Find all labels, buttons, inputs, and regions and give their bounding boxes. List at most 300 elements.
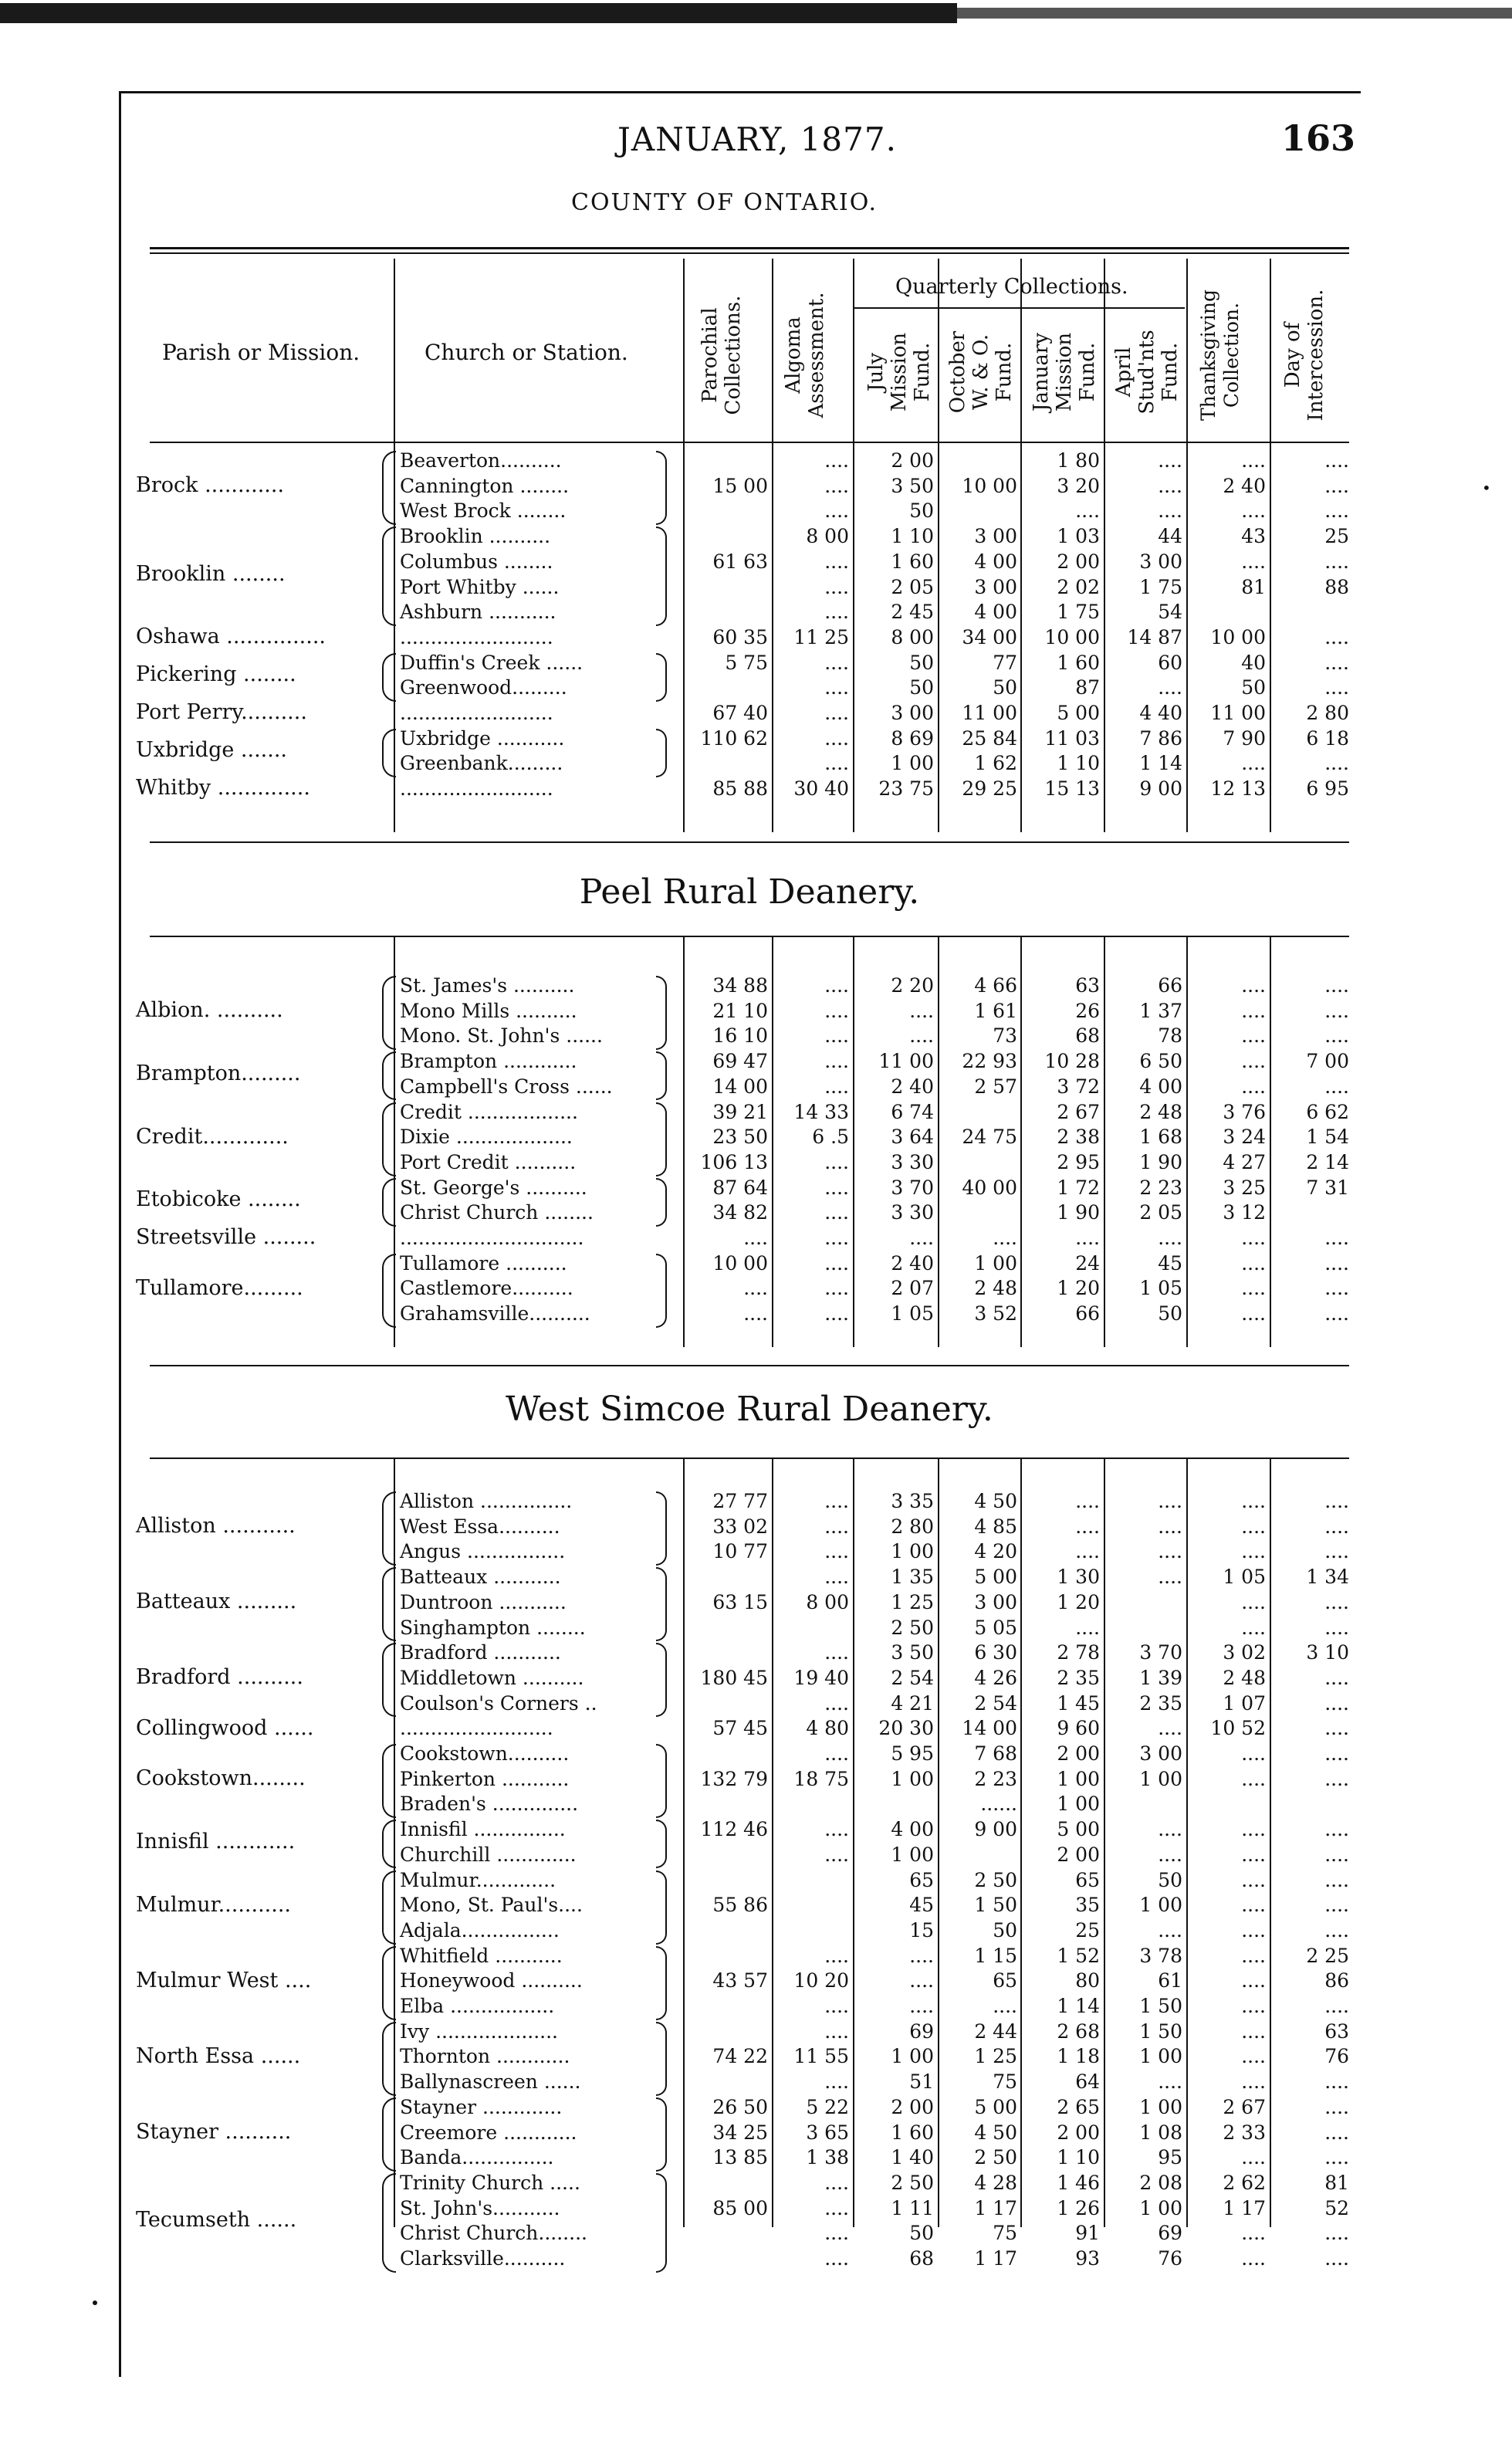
cell-value: 88	[1324, 575, 1349, 598]
church-name: Whitfield ...........	[400, 1944, 563, 1967]
left-brace	[382, 1744, 396, 1818]
cell-value: ....	[824, 1050, 849, 1073]
cell-value: 10 00	[962, 474, 1017, 497]
cell-value: 15 00	[712, 474, 768, 497]
section-bottom-rule	[150, 1365, 1349, 1366]
january-column-header: January Mission Fund.	[1030, 332, 1099, 412]
cell-value: 4 66	[974, 974, 1017, 997]
cell-value: 6 95	[1306, 777, 1349, 801]
church-name: .........................	[400, 777, 553, 801]
parish-name: Brampton.........	[136, 1061, 301, 1085]
cell-value: ....	[1324, 1691, 1349, 1715]
church-name: Grahamsville..........	[400, 1302, 590, 1325]
cell-value: 81	[1324, 2171, 1349, 2194]
cell-value: 1 00	[891, 1767, 934, 1790]
cell-value: 19 40	[793, 1666, 849, 1689]
cell-value: 68	[909, 2247, 934, 2270]
church-name: .........................	[400, 625, 553, 648]
cell-value: 3 30	[891, 1150, 934, 1173]
cell-value: 14 00	[962, 1717, 1017, 1740]
cell-value: ....	[824, 1150, 849, 1173]
cell-value: ....	[1241, 449, 1266, 472]
cell-value: 9 60	[1057, 1717, 1100, 1740]
cell-value: ....	[1324, 1818, 1349, 1841]
cell-value: 11 00	[878, 1050, 934, 1073]
cell-value: 2 68	[1057, 2019, 1100, 2043]
cell-value: 34 82	[712, 1201, 768, 1224]
cell-value: 10 28	[1044, 1050, 1100, 1073]
cell-value: 11 03	[1044, 726, 1100, 750]
cell-value: 6 62	[1306, 1100, 1349, 1123]
cell-value: ....	[1158, 499, 1182, 523]
church-name: Banda...............	[400, 2146, 554, 2169]
cell-value: 50	[1158, 1302, 1182, 1325]
cell-value: 81	[1241, 575, 1266, 598]
cell-value: 1 00	[1139, 2045, 1182, 2068]
cell-value: ....	[824, 1302, 849, 1325]
cell-value: 1 00	[891, 1843, 934, 1866]
cell-value: 1 52	[1057, 1944, 1100, 1967]
left-brace	[382, 1491, 396, 1566]
church-name: ..............................	[400, 1227, 584, 1249]
cell-value: 15 13	[1044, 777, 1100, 801]
church-name: Angus ................	[400, 1540, 566, 1563]
cell-value: 1 05	[1139, 1277, 1182, 1300]
church-name: Adjala................	[400, 1918, 560, 1942]
church-name: Christ Church ........	[400, 1201, 594, 1224]
cell-value: 2 50	[974, 2146, 1017, 2169]
parish-name: Brooklin ........	[136, 561, 286, 586]
cell-value: ....	[1075, 499, 1100, 523]
cell-value: 85 88	[712, 777, 768, 801]
cell-value: 12 13	[1210, 777, 1266, 801]
cell-value: ....	[1158, 1515, 1182, 1538]
cell-value: 2 95	[1057, 1150, 1100, 1173]
cell-value: ....	[824, 726, 849, 750]
cell-value: 1 62	[974, 752, 1017, 775]
cell-value: ....	[1241, 499, 1266, 523]
cell-value: 3 70	[1139, 1641, 1182, 1664]
cell-value: ....	[1241, 1075, 1266, 1098]
cell-value: ....	[1324, 2095, 1349, 2118]
cell-value: 29 25	[962, 777, 1017, 801]
cell-value: ....	[824, 1843, 849, 1866]
left-brace	[382, 653, 396, 702]
cell-value: 1 20	[1057, 1277, 1100, 1300]
cell-value: ....	[1324, 1590, 1349, 1613]
cell-value: 30 40	[793, 777, 849, 801]
cell-value: 25 84	[962, 726, 1017, 750]
right-brace	[656, 1178, 667, 1227]
cell-value: 2 65	[1057, 2095, 1100, 2118]
cell-value: 10 00	[1044, 625, 1100, 648]
left-brace	[382, 1254, 396, 1328]
church-name: Alliston ...............	[400, 1490, 573, 1512]
church-name: Ashburn ...........	[400, 601, 556, 624]
cell-value: ....	[824, 2196, 849, 2219]
cell-value: 2 38	[1057, 1126, 1100, 1149]
parish-name: Oshawa ...............	[136, 625, 326, 649]
cell-value: ....	[1324, 1490, 1349, 1512]
cell-value: 1 18	[1057, 2045, 1100, 2068]
cell-value: ....	[1241, 2070, 1266, 2094]
left-brace	[382, 1102, 396, 1176]
cell-value: ....	[1324, 2121, 1349, 2144]
cell-value: 2 00	[891, 2095, 934, 2118]
cell-value: ....	[824, 752, 849, 775]
cell-value: ....	[824, 1024, 849, 1048]
parish-column-header: Parish or Mission.	[162, 340, 360, 365]
cell-value: ....	[1241, 1302, 1266, 1325]
cell-value: 1 72	[1057, 1176, 1100, 1199]
cell-value: 1 61	[974, 999, 1017, 1022]
thanksgiving-column-header: Thanksgiving Collection.	[1197, 289, 1243, 421]
cell-value: ....	[743, 1227, 768, 1249]
cell-value: 112 46	[700, 1818, 768, 1841]
cell-value: ....	[1324, 1894, 1349, 1917]
cell-value: ....	[824, 1075, 849, 1098]
cell-value: ....	[1324, 676, 1349, 699]
church-name: Mono Mills ..........	[400, 999, 577, 1022]
cell-value: 3 02	[1223, 1641, 1266, 1664]
cell-value: ....	[1324, 1277, 1349, 1300]
cell-value: 4 00	[891, 1818, 934, 1841]
cell-value: 40	[1241, 651, 1266, 674]
cell-value: ....	[1324, 1616, 1349, 1639]
parish-name: Credit.............	[136, 1124, 289, 1149]
cell-value: 1 60	[1057, 651, 1100, 674]
cell-value: 50	[909, 2222, 934, 2245]
cell-value: ....	[1158, 1566, 1182, 1589]
church-name: Port Whitby ......	[400, 575, 560, 598]
parish-name: Streetsville ........	[136, 1225, 316, 1250]
cell-value: ....	[1324, 974, 1349, 997]
cell-value: ....	[1324, 2070, 1349, 2094]
cell-value: 61 63	[712, 550, 768, 573]
church-name: West Brock ........	[400, 499, 567, 523]
church-name: Duntroon ...........	[400, 1590, 567, 1613]
left-brace	[382, 526, 396, 626]
cell-value: 4 00	[1139, 1075, 1182, 1098]
parish-name: Albion. ..........	[136, 998, 283, 1023]
church-name: West Essa..........	[400, 1515, 560, 1538]
cell-value: ....	[1241, 1742, 1266, 1765]
cell-value: ....	[1324, 1024, 1349, 1048]
church-name: .........................	[400, 702, 553, 724]
cell-value: 43	[1241, 525, 1266, 548]
cell-value: ....	[1324, 1227, 1349, 1249]
left-brace	[382, 1567, 396, 1641]
cell-value: 44	[1158, 525, 1182, 548]
cell-value: 1 15	[974, 1944, 1017, 1967]
cell-value: 2 25	[1306, 1944, 1349, 1967]
cell-value: ....	[1324, 1843, 1349, 1866]
cell-value: 6 18	[1306, 726, 1349, 750]
cell-value: ....	[1324, 1717, 1349, 1740]
right-brace	[656, 1051, 667, 1100]
church-name: Beaverton..........	[400, 449, 562, 472]
cell-value: 3 70	[891, 1176, 934, 1199]
cell-value: 5 00	[1057, 1818, 1100, 1841]
cell-value: ....	[1324, 1302, 1349, 1325]
cell-value: 69	[1158, 2222, 1182, 2245]
cell-value: 86	[1324, 1969, 1349, 1992]
cell-value: ....	[1324, 1075, 1349, 1098]
cell-value: 4 27	[1223, 1150, 1266, 1173]
cell-value: 132 79	[700, 1767, 768, 1790]
cell-value: ....	[824, 1227, 849, 1249]
cell-value: 20 30	[878, 1717, 934, 1740]
cell-value: ....	[909, 1944, 934, 1967]
church-name: Bradford ...........	[400, 1641, 561, 1664]
cell-value: 6 30	[974, 1641, 1017, 1664]
cell-value: 2 54	[891, 1666, 934, 1689]
cell-value: ....	[1158, 1540, 1182, 1563]
cell-value: 1 54	[1306, 1126, 1349, 1149]
county-heading: COUNTY OF ONTARIO.	[571, 189, 878, 216]
cell-value: 75	[993, 2222, 1017, 2245]
cell-value: ....	[1241, 1995, 1266, 2017]
cell-value: 1 11	[891, 2196, 934, 2219]
cell-value: 4 50	[974, 1490, 1017, 1512]
cell-value: ....	[1324, 474, 1349, 497]
cell-value: 45	[1158, 1251, 1182, 1275]
left-brace	[382, 2097, 396, 2172]
cell-value: ....	[1158, 1490, 1182, 1512]
cell-value: 5 00	[974, 1566, 1017, 1589]
cell-value: ....	[824, 1691, 849, 1715]
right-brace	[656, 729, 667, 777]
cell-value: 8 69	[891, 726, 934, 750]
cell-value: ....	[824, 550, 849, 573]
cell-value: 1 37	[1139, 999, 1182, 1022]
church-name: Pinkerton ...........	[400, 1767, 570, 1790]
right-brace	[656, 451, 667, 525]
cell-value: 33 02	[712, 1515, 768, 1538]
cell-value: 7 31	[1306, 1176, 1349, 1199]
cell-value: ....	[1241, 1944, 1266, 1967]
church-name: St. James's ..........	[400, 974, 575, 997]
cell-value: ....	[1324, 1515, 1349, 1538]
cell-value: ......	[980, 1793, 1017, 1816]
cell-value: 1 75	[1057, 601, 1100, 624]
cell-value: ....	[1324, 2146, 1349, 2169]
parochial-column-header: Parochial Collections.	[698, 295, 745, 415]
cell-value: 76	[1158, 2247, 1182, 2270]
cell-value: ....	[824, 2171, 849, 2194]
cell-value: 2 40	[1223, 474, 1266, 497]
church-name: Churchill .............	[400, 1843, 577, 1866]
parish-name: Tecumseth ......	[136, 2208, 297, 2233]
church-name: Mono, St. Paul's....	[400, 1894, 583, 1917]
cell-value: 1 20	[1057, 1590, 1100, 1613]
cell-value: 1 17	[974, 2247, 1017, 2270]
cell-value: 8 00	[806, 1590, 849, 1613]
church-name: Coulson's Corners ..	[400, 1691, 597, 1715]
cell-value: ....	[1158, 449, 1182, 472]
cell-value: ....	[1241, 2019, 1266, 2043]
cell-value: 2 00	[891, 449, 934, 472]
cell-value: 2 23	[974, 1767, 1017, 1790]
left-brace	[382, 729, 396, 777]
church-name: Braden's ..............	[400, 1793, 579, 1816]
cell-value: 4 28	[974, 2171, 1017, 2194]
cell-value: 22 93	[962, 1050, 1017, 1073]
cell-value: 1 25	[974, 2045, 1017, 2068]
left-brace	[382, 1871, 396, 1945]
parish-name: Whitby ..............	[136, 776, 310, 801]
cell-value: 11 00	[1210, 702, 1266, 724]
cell-value: ....	[1158, 474, 1182, 497]
cell-value: ....	[824, 2222, 849, 2245]
right-brace	[656, 1744, 667, 1818]
cell-value: 2 50	[974, 1868, 1017, 1891]
cell-value: 1 00	[1139, 2196, 1182, 2219]
cell-value: 50	[909, 676, 934, 699]
cell-value: 1 00	[891, 1540, 934, 1563]
cell-value: 1 35	[891, 1566, 934, 1589]
right-brace	[656, 976, 667, 1050]
cell-value: 69	[909, 2019, 934, 2043]
cell-value: 63	[1075, 974, 1100, 997]
cell-value: ....	[824, 974, 849, 997]
cell-value: ....	[1241, 974, 1266, 997]
church-name: St. George's ..........	[400, 1176, 587, 1199]
cell-value: 10 00	[1210, 625, 1266, 648]
church-name: Thornton ............	[400, 2045, 570, 2068]
cell-value: 1 50	[1139, 1995, 1182, 2017]
october-column-header: October W. & O. Fund.	[946, 330, 1016, 414]
cell-value: 3 76	[1223, 1100, 1266, 1123]
right-brace	[656, 2022, 667, 2096]
cell-value: 2 23	[1139, 1176, 1182, 1199]
parish-name: Brock ............	[136, 473, 285, 498]
church-name: Creemore ............	[400, 2121, 577, 2144]
cell-value: ....	[1241, 1590, 1266, 1613]
cell-value: ....	[824, 1995, 849, 2017]
cell-value: ....	[1324, 1868, 1349, 1891]
cell-value: ....	[1241, 1616, 1266, 1639]
cell-value: 3 50	[891, 1641, 934, 1664]
cell-value: 2 54	[974, 1691, 1017, 1715]
cell-value: 95	[1158, 2146, 1182, 2169]
cell-value: 50	[993, 676, 1017, 699]
parish-name: Etobicoke ........	[136, 1187, 301, 1212]
church-name: St. John's...........	[400, 2196, 560, 2219]
cell-value: ....	[824, 2019, 849, 2043]
cell-value: 4 50	[974, 2121, 1017, 2144]
cell-value: 14 00	[712, 1075, 768, 1098]
cell-value: 2 62	[1223, 2171, 1266, 2194]
church-name: Batteaux ...........	[400, 1566, 561, 1589]
right-brace	[656, 1567, 667, 1641]
quarterly-column-header: Quarterly Collections.	[895, 275, 1128, 299]
cell-value: 1 00	[1139, 2095, 1182, 2118]
cell-value: 8 00	[806, 525, 849, 548]
cell-value: ....	[824, 1742, 849, 1765]
right-brace	[656, 1102, 667, 1176]
cell-value: ....	[1324, 1995, 1349, 2017]
cell-value: 1 90	[1139, 1150, 1182, 1173]
cell-value: ....	[824, 474, 849, 497]
cell-value: ....	[1241, 2146, 1266, 2169]
cell-value: ....	[1241, 1894, 1266, 1917]
cell-value: 18 75	[793, 1767, 849, 1790]
cell-value: ....	[1324, 1251, 1349, 1275]
cell-value: 3 65	[806, 2121, 849, 2144]
cell-value: 1 14	[1057, 1995, 1100, 2017]
cell-value: 2 07	[891, 1277, 934, 1300]
cell-value: ....	[743, 1277, 768, 1300]
cell-value: 4 20	[974, 1540, 1017, 1563]
margin-dot	[93, 2300, 97, 2305]
cell-value: 4 80	[806, 1717, 849, 1740]
cell-value: 26 50	[712, 2095, 768, 2118]
cell-value: 110 62	[700, 726, 768, 750]
right-brace	[656, 653, 667, 702]
cell-value: 69 47	[712, 1050, 768, 1073]
cell-value: 11 55	[793, 2045, 849, 2068]
cell-value: ....	[1324, 651, 1349, 674]
cell-value: 2 44	[974, 2019, 1017, 2043]
cell-value: 80	[1075, 1969, 1100, 1992]
right-brace	[656, 1254, 667, 1328]
cell-value: ....	[1241, 550, 1266, 573]
cell-value: ....	[824, 1641, 849, 1664]
cell-value: 1 68	[1139, 1126, 1182, 1149]
cell-value: 1 46	[1057, 2171, 1100, 2194]
cell-value: 1 50	[974, 1894, 1017, 1917]
cell-value: 5 05	[974, 1616, 1017, 1639]
cell-value: 3 00	[974, 525, 1017, 548]
cell-value: 5 00	[1057, 702, 1100, 724]
cell-value: 65	[1075, 1868, 1100, 1891]
cell-value: 76	[1324, 2045, 1349, 2068]
april-column-header: April Stud'nts Fund.	[1112, 330, 1182, 415]
cell-value: 4 40	[1139, 702, 1182, 724]
parish-name: Cookstown........	[136, 1766, 306, 1791]
cell-value: ....	[1324, 1540, 1349, 1563]
cell-value: 78	[1158, 1024, 1182, 1048]
cell-value: 27 77	[712, 1490, 768, 1512]
cell-value: ....	[1241, 1227, 1266, 1249]
cell-value: ....	[1158, 676, 1182, 699]
cell-value: 2 48	[1223, 1666, 1266, 1689]
church-name: Singhampton ........	[400, 1616, 586, 1639]
right-brace	[656, 2173, 667, 2273]
left-brace	[382, 2173, 396, 2273]
cell-value: 85 00	[712, 2196, 768, 2219]
cell-value: 5 95	[891, 1742, 934, 1765]
cell-value: ....	[1241, 1277, 1266, 1300]
church-name: Christ Church........	[400, 2222, 587, 2245]
cell-value: 1 00	[1139, 1767, 1182, 1790]
church-name: Cannington ........	[400, 474, 570, 497]
parish-name: Batteaux .........	[136, 1590, 297, 1614]
cell-value: ....	[1241, 2045, 1266, 2068]
church-name: Mono. St. John's ......	[400, 1024, 603, 1048]
cell-value: 2 40	[891, 1251, 934, 1275]
cell-value: ....	[1241, 1767, 1266, 1790]
cell-value: 39 21	[712, 1100, 768, 1123]
left-brace	[382, 1946, 396, 2020]
cell-value: 1 08	[1139, 2121, 1182, 2144]
cell-value: 4 00	[974, 601, 1017, 624]
parish-name: Collingwood ......	[136, 1715, 314, 1740]
cell-value: 7 00	[1306, 1050, 1349, 1073]
cell-value: 3 50	[891, 474, 934, 497]
cell-value: 45	[909, 1894, 934, 1917]
